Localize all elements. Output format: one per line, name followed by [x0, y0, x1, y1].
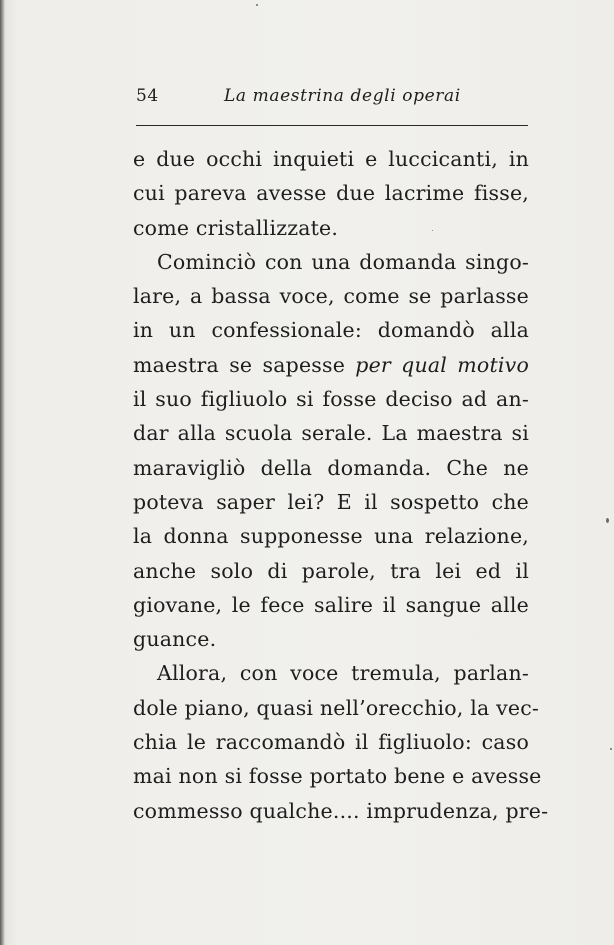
- header-rule: [136, 125, 528, 126]
- text-line: il suo figliuolo si fosse deciso ad an-: [133, 387, 529, 412]
- text-line: in un confessionale: domandò alla: [133, 318, 529, 343]
- body-text: [133, 142, 549, 828]
- page-number: 54: [136, 86, 159, 106]
- text-line: maravigliò della domanda. Che ne: [133, 455, 529, 480]
- text-line: dar alla scuola serale. La maestra si: [133, 421, 529, 446]
- paper-speck: [432, 230, 433, 231]
- text-line: Allora, con voce tremula, parlan-: [157, 661, 529, 686]
- page-header: [136, 86, 528, 114]
- paper-speck: [606, 518, 609, 523]
- text-line-italic: per qual motivo: [355, 352, 529, 377]
- text-line: guance.: [133, 627, 217, 652]
- text-line: lare, a bassa voce, come se parlasse: [133, 284, 529, 309]
- text-line: cui pareva avesse due lacrime fisse,: [133, 181, 529, 206]
- text-line: mai non si fosse portato bene e avesse: [133, 764, 542, 789]
- paper-speck: [610, 748, 612, 750]
- text-line: [133, 348, 529, 382]
- running-title: La maestrina degli operai: [224, 86, 461, 106]
- text-line: come cristallizzate.: [133, 215, 339, 240]
- text-line: anche solo di parole, tra lei ed il: [133, 558, 529, 583]
- text-line: giovane, le fece salire il sangue alle: [133, 592, 529, 617]
- text-line: poteva saper lei? E il sospetto che: [133, 489, 529, 514]
- text-line: Cominciò con una domanda singo-: [157, 249, 529, 274]
- text-line: dole piano, quasi nell’orecchio, la vec-: [133, 695, 540, 720]
- text-line: la donna supponesse una relazione,: [133, 524, 529, 549]
- paper-speck: [256, 4, 258, 6]
- text-line: commesso qualche.... imprudenza, pre-: [133, 798, 549, 823]
- text-line-roman: maestra se sapesse: [133, 352, 356, 377]
- text-line: e due occhi inquieti e luccicanti, in: [133, 147, 529, 171]
- page-spine-shadow: [0, 0, 5, 945]
- text-line: chia le raccomandò il figliuolo: caso: [133, 730, 529, 755]
